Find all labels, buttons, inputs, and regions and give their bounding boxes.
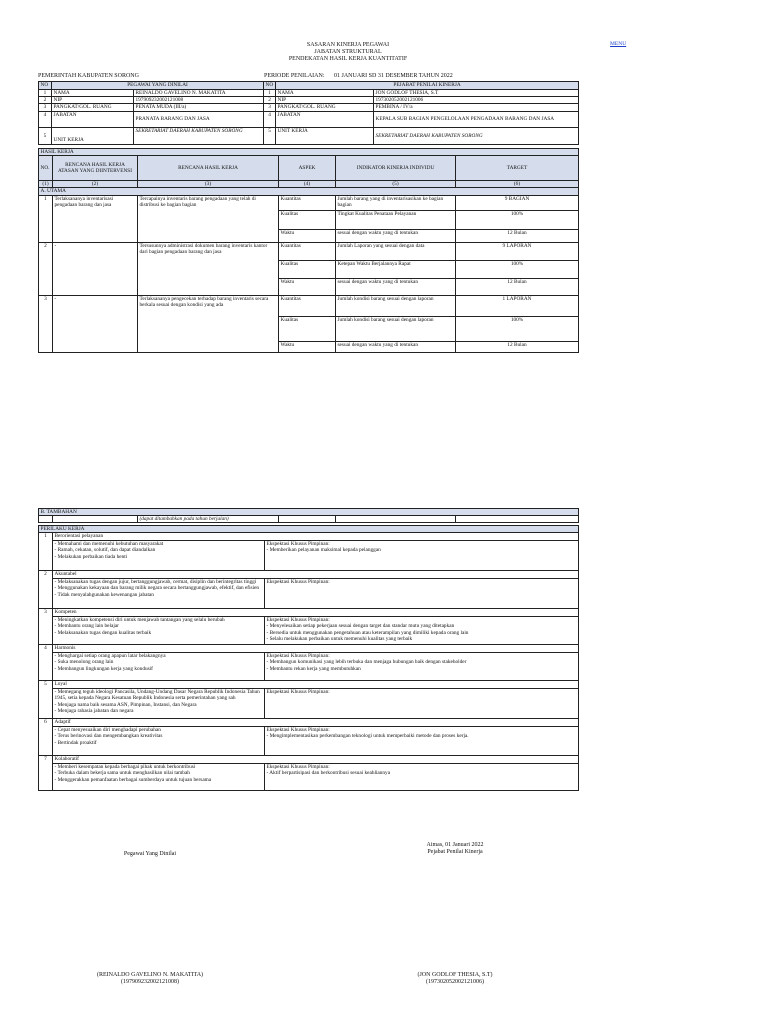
row-no: 4 — [39, 111, 52, 127]
row-label-right: UNIT KERJA — [276, 127, 374, 144]
point-text: - Terbuka dalam bekerja sama untuk menghasilkan nilai tambah — [54, 770, 190, 777]
table-row — [39, 295, 579, 316]
aspek-cell: Waktu — [279, 278, 336, 295]
perilaku-spacer — [39, 689, 53, 719]
point-text: - Menggunakan kekayaan dan barang milik negara secara bertanggungjawab, efektif, dan efisien — [54, 585, 260, 592]
col-no: NO. — [39, 156, 53, 181]
point-text: - Melaksanakan tugas dengan jujur, bertanggungjawab, cermat, disiplin dan berintegritas tinggi — [54, 579, 257, 586]
pemerintah-label: PEMERINTAH KABUPATEN SORONG — [38, 73, 139, 79]
col-num: (3) — [138, 181, 279, 188]
perilaku-points — [53, 617, 265, 645]
aspek-cell: Kualitas — [279, 316, 336, 341]
pegawai-title: PEGAWAI YANG DINILAI — [52, 82, 264, 90]
row-value-right: JON GODLOF THESIA, S.T — [374, 90, 579, 97]
aspek-cell: Waktu — [279, 229, 336, 242]
point-text: - Suka menolong orang lain — [54, 659, 114, 666]
header-line1: SASARAN KINERJA PEGAWAI — [306, 42, 390, 48]
row-value-right: SEKRETARIAT DAERAH KABUPATEN SORONG — [374, 127, 579, 144]
point-text: - Membantu orang lain belajar — [54, 623, 119, 630]
perilaku-points — [53, 727, 265, 756]
row-label: NIP — [52, 97, 134, 104]
col-aspek: ASPEK — [279, 156, 336, 181]
point-text: - Meningkatkan kompetensi diri untuk menjawab tantangan yang selalu berubah — [54, 617, 225, 624]
perilaku-ekspektasi — [265, 727, 579, 756]
row-no-right: 2 — [264, 97, 276, 104]
row-value: PRANATA BARANG DAN JASA — [134, 111, 264, 127]
signature-block-right-name — [395, 972, 515, 986]
tambahan-cell — [53, 516, 138, 523]
identity-row — [39, 127, 579, 144]
target-cell: 12 Bulan — [456, 341, 579, 352]
perilaku-title: Akuntabel — [53, 571, 579, 579]
row-value: 197909232002121008 — [134, 97, 264, 104]
ekspektasi-text: - Menyelesaikan setiap pekerjaan sesuai dengan target dan standar mutu yang ditetapkan — [266, 623, 455, 630]
item-rencana: Tersusunnya administrasi dokumen barang inventaris kantor dari bagian pengadaan barang dan jasa — [138, 242, 279, 295]
row-no: 5 — [39, 127, 52, 144]
right-name: (JON GODLOF THESIA, S.T) — [417, 972, 493, 978]
pejabat-title: PEJABAT PENILAI KINERJA — [276, 82, 579, 90]
perilaku-section: PERILAKU KERJA — [39, 526, 579, 533]
perilaku-spacer — [39, 764, 53, 791]
ekspektasi-text: - Membangun komunikasi yang lebih terbuka dan menjaga hubungan baik dengan stakeholder — [266, 659, 467, 666]
perilaku-spacer — [39, 727, 53, 756]
perilaku-title: Berorientasi pelayanan — [53, 533, 579, 541]
item-atasan: - — [53, 242, 138, 295]
ekspektasi-label: Ekspektasi Khusus Pimpinan: — [266, 541, 330, 548]
header-line2: JABATAN STRUKTURAL — [314, 49, 382, 55]
ekspektasi-label: Ekspektasi Khusus Pimpinan: — [266, 579, 330, 586]
hasil-kerja-table — [38, 148, 579, 353]
aspek-cell: Waktu — [279, 341, 336, 352]
point-text: - Memegang teguh ideologi Pancasila, Undang-Undang Dasar Negara Republik Indonesia Tahun 1945, setia kepada Negara Kesatuan Republik Indonesia serta pemerintahan yang sah — [54, 689, 260, 702]
point-text: - Cepat menyesuaikan diri menghadapi perubahan — [54, 727, 161, 734]
row-no-right: 4 — [264, 111, 276, 127]
aspek-cell: Kualitas — [279, 210, 336, 229]
row-label: NAMA — [52, 90, 134, 97]
row-no: 3 — [39, 104, 52, 111]
ekspektasi-text: - Selalu melakukan perbaikan untuk memenuhi kualitas yang terbaik — [266, 635, 413, 642]
point-text: - Bertindak proaktif — [54, 739, 97, 746]
perilaku-no: 2 — [39, 571, 53, 579]
perilaku-points — [53, 764, 265, 791]
identity-row — [39, 104, 579, 111]
col-num: (4) — [279, 181, 336, 188]
identity-row — [39, 111, 579, 127]
document-header — [200, 42, 496, 63]
indikator-cell: Ketepan Waktu Berjalannya Rapat — [336, 260, 456, 278]
perilaku-no: 1 — [39, 533, 53, 541]
row-label: JABATAN — [52, 111, 134, 127]
aspek-cell: Kuantitas — [279, 195, 336, 210]
point-text: - Menjaga rahasia jabatan dan negara — [54, 707, 134, 714]
ekspektasi-text: - Membantu rekan kerja yang membutuhkan — [266, 665, 361, 672]
aspek-cell: Kuantitas — [279, 242, 336, 260]
perilaku-title: Kolaboratif — [53, 756, 579, 764]
tambahan-table — [38, 508, 579, 523]
identity-table — [38, 81, 579, 145]
periode-value: 01 JANUARI SD 31 DESEMBER TAHUN 2022 — [334, 73, 453, 79]
indikator-cell: sesuai dengan waktu yang di tentukan — [336, 278, 456, 295]
tambahan-note: (dapat ditambahkan pada tahun berjalan) — [138, 516, 279, 523]
perilaku-kerja-table — [38, 525, 579, 791]
col-atasan: RENCANA HASIL KERJA ATASAN YANG DIINTERVENSI — [53, 156, 138, 181]
table-row — [39, 242, 579, 260]
place-date: Aimas, 01 Januari 2022 — [426, 842, 484, 848]
perilaku-title: Loyal — [53, 681, 579, 689]
ekspektasi-label: Ekspektasi Khusus Pimpinan: — [266, 764, 330, 771]
row-label: PANGKAT/GOL. RUANG — [52, 104, 134, 111]
perilaku-no: 6 — [39, 719, 53, 727]
perilaku-ekspektasi — [265, 541, 579, 571]
perilaku-no: 5 — [39, 681, 53, 689]
target-cell: 9 LAPORAN — [456, 242, 579, 260]
point-text: - Tidak menyalahgunakan kewenangan jabatan — [54, 591, 154, 598]
indikator-cell: sesuai dengan waktu yang di tentukan — [336, 341, 456, 352]
tambahan-cell — [39, 516, 53, 523]
row-no-right: 5 — [264, 127, 276, 144]
target-cell: 1 LAPORAN — [456, 295, 579, 316]
target-cell: 12 Bulan — [456, 229, 579, 242]
signature-block-left — [80, 972, 220, 986]
utama-section: A. UTAMA — [39, 188, 579, 195]
no-header-right: NO — [264, 82, 276, 90]
point-text: - Memahami dan memenuhi kebutuhan masyarakat — [54, 541, 164, 548]
left-name: (REINALDO GAVELINO N. MAKATITA) — [96, 972, 204, 978]
perilaku-ekspektasi — [265, 579, 579, 609]
row-no-right: 3 — [264, 104, 276, 111]
left-nip: (197909232002121008) — [121, 979, 179, 985]
perilaku-points — [53, 579, 265, 609]
row-no: 1 — [39, 90, 52, 97]
right-nip: (197302052002121006) — [426, 979, 484, 985]
indikator-cell: Jumlah kondisi barang sesuai dengan laporan — [336, 316, 456, 341]
row-value: REINALDO GAVELINO N. MAKATITA — [134, 90, 264, 97]
row-no-right: 1 — [264, 90, 276, 97]
row-value: PENATA MUDA (III/a) — [134, 104, 264, 111]
perilaku-no: 3 — [39, 609, 53, 617]
perilaku-spacer — [39, 541, 53, 571]
point-text: - Menjaga nama baik sesama ASN, Pimpinan, Instansi, dan Negara — [54, 701, 197, 708]
perilaku-spacer — [39, 579, 53, 609]
row-value-right: KEPALA SUB BAGIAN PENGELOLAAN PENGADAAN BARANG DAN JASA — [374, 111, 579, 127]
row-value: SEKRETARIAT DAERAH KABUPATEN SORONG — [134, 127, 264, 144]
indikator-cell: Tingkat Kualitas Penataan Pelayanan — [336, 210, 456, 229]
identity-row — [39, 97, 579, 104]
left-role: Pegawai Yang Dinilai — [123, 851, 177, 857]
header-line3: PENDEKATAN HASIL KERJA KUANTITATIF — [288, 56, 408, 62]
item-rencana: Terlaksananya pengecekan terhadap barang inventaris secara berkala sesuai dengan kondisi yang ada — [138, 295, 279, 352]
col-indikator: INDIKATOR KINERJA INDIVIDU — [336, 156, 456, 181]
ekspektasi-label: Ekspektasi Khusus Pimpinan: — [266, 617, 330, 624]
ekspektasi-text: - Bersedia untuk menggunakan pengetahuan atau keterampilan yang dimiliki kepada orang lain — [266, 629, 469, 636]
ekspektasi-label: Ekspektasi Khusus Pimpinan: — [266, 727, 330, 734]
indikator-cell: Jumlah Laporan yang sesuai dengan data — [336, 242, 456, 260]
tambahan-cell — [336, 516, 456, 523]
aspek-cell: Kualitas — [279, 260, 336, 278]
perilaku-spacer — [39, 617, 53, 645]
right-role: Pejabat Penilai Kinerja — [427, 849, 483, 855]
point-text: - Menghargai setiap orang apapun latar belakangnya — [54, 653, 166, 660]
tambahan-cell — [456, 516, 579, 523]
indikator-cell: Jumlah barang yang di inventarisasikan ke bagian bagian — [336, 195, 456, 210]
row-value-right: PEMBINA / IV/a — [374, 104, 579, 111]
row-value-right: 197302052002121006 — [374, 97, 579, 104]
point-text: - Memberi kesempatan kepada berbagai pihak untuk berkontribusi — [54, 764, 196, 771]
target-cell: 100% — [456, 316, 579, 341]
ekspektasi-text: - Mengimplementasikan perkembangan teknologi untuk memperbaiki metode dan proses kerja. — [266, 733, 469, 740]
perilaku-spacer — [39, 653, 53, 681]
point-text: - Ramah, cekatan, solutif, dan dapat diandalkan — [54, 547, 156, 554]
col-num: (5) — [336, 181, 456, 188]
perilaku-points — [53, 541, 265, 571]
col-target: TARGET — [456, 156, 579, 181]
perilaku-no: 4 — [39, 645, 53, 653]
perilaku-ekspektasi — [265, 764, 579, 791]
perilaku-points — [53, 689, 265, 719]
tambahan-cell — [279, 516, 336, 523]
perilaku-title: Harmonis — [53, 645, 579, 653]
target-cell: 9 BAGIAN — [456, 195, 579, 210]
indikator-cell: Jumlah kondisi barang sesuai dengan laporan — [336, 295, 456, 316]
target-cell: 12 Bulan — [456, 278, 579, 295]
row-no: 2 — [39, 97, 52, 104]
ekspektasi-label: Ekspektasi Khusus Pimpinan: — [266, 653, 330, 660]
col-num: (6) — [456, 181, 579, 188]
perilaku-points — [53, 653, 265, 681]
tambahan-section: B. TAMBAHAN — [39, 509, 579, 516]
signature-block-right — [400, 842, 510, 856]
target-cell: 100% — [456, 210, 579, 229]
no-header: NO — [39, 82, 52, 90]
hasil-kerja-section: HASIL KERJA — [39, 149, 579, 156]
aspek-cell: Kuantitas — [279, 295, 336, 316]
item-no: 3 — [39, 295, 53, 352]
periode-label: PERIODE PENILAIAN: — [264, 73, 325, 79]
perilaku-title: Adaptif — [53, 719, 579, 727]
row-label-right: PANGKAT/GOL. RUANG — [276, 104, 374, 111]
row-label-right: NIP — [276, 97, 374, 104]
menu-link[interactable]: MENU — [610, 41, 627, 47]
ekspektasi-text: - Memberikan pelayanan maksimal kepada pelanggan — [266, 547, 381, 554]
item-no: 1 — [39, 195, 53, 242]
identity-row — [39, 90, 579, 97]
item-rencana: Tercapainya inventaris barang pengadaan yang telah di distribusi ke bagian bagian — [138, 195, 279, 242]
item-no: 2 — [39, 242, 53, 295]
ekspektasi-text: - Aktif berpartisipasi dan berkontribusi sesuai keahliannya — [266, 770, 391, 777]
ekspektasi-label: Ekspektasi Khusus Pimpinan: — [266, 689, 330, 696]
point-text: - Melaksanakan tugas dengan kualitas terbaik — [54, 629, 152, 636]
row-label-right: JABATAN — [276, 111, 374, 127]
col-rencana: RENCANA HASIL KERJA — [138, 156, 279, 181]
point-text: - Melakukan perbaikan tiada henti — [54, 553, 128, 560]
row-label: UNIT KERJA — [52, 127, 134, 144]
indikator-cell: sesuai dengan waktu yang di tentukan — [336, 229, 456, 242]
perilaku-ekspektasi — [265, 617, 579, 645]
point-text: - Terus berinovasi dan mengembangkan kreativitas — [54, 733, 163, 740]
item-atasan: Terlaksananya inventarisasi pengadaan barang dan jasa — [53, 195, 138, 242]
point-text: - Menggerakkan pemanfaatan berbagai sumberdaya untuk tujuan bersama — [54, 776, 212, 783]
perilaku-ekspektasi — [265, 689, 579, 719]
target-cell: 100% — [456, 260, 579, 278]
perilaku-ekspektasi — [265, 653, 579, 681]
point-text: - Membangun lingkungan kerja yang kondusif — [54, 665, 153, 672]
row-label-right: NAMA — [276, 90, 374, 97]
col-num: (1) — [39, 181, 53, 188]
perilaku-title: Kompeten — [53, 609, 579, 617]
item-atasan: - — [53, 295, 138, 352]
table-row — [39, 195, 579, 210]
col-num: (2) — [53, 181, 138, 188]
perilaku-no: 7 — [39, 756, 53, 764]
